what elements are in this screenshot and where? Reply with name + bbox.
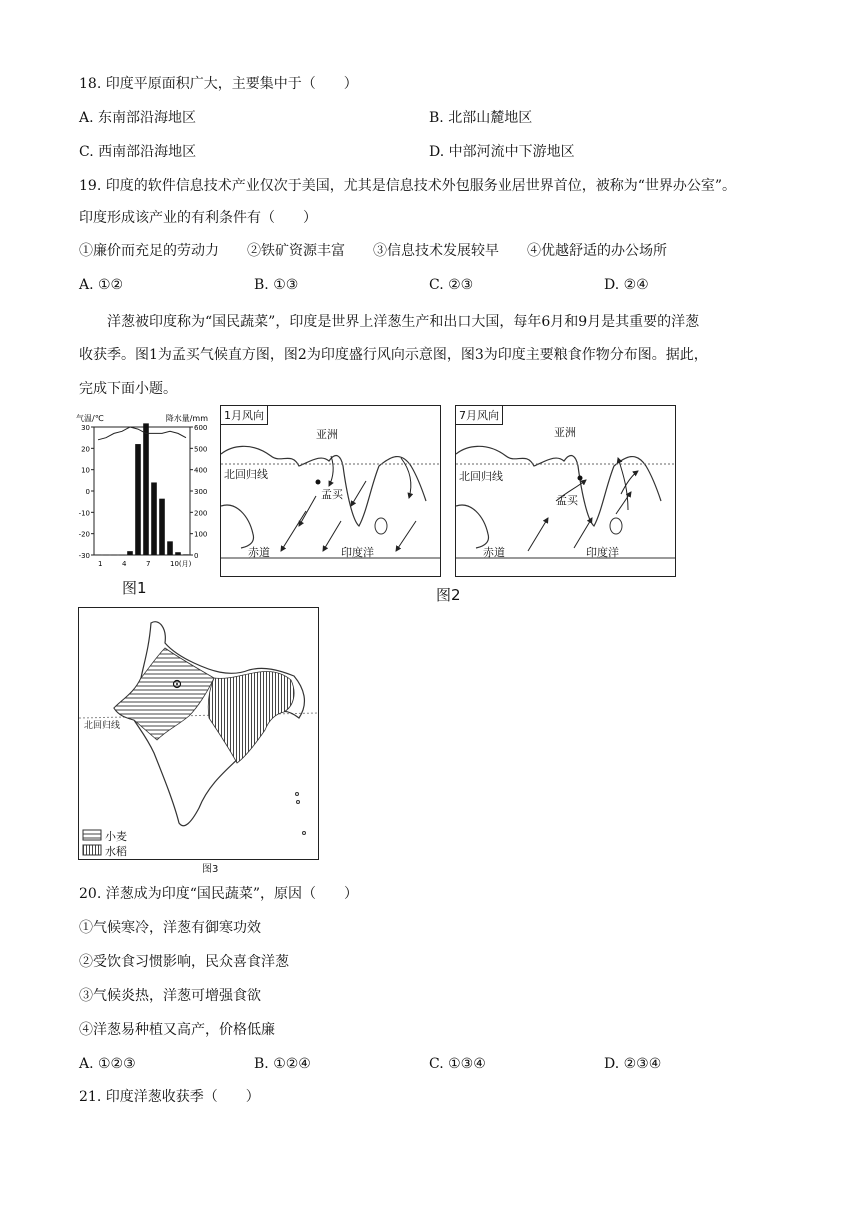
equator-label: 赤道 <box>248 546 270 559</box>
intro-line2: 收获季。图1为孟买气候直方图，图2为印度盛行风向示意图，图3为印度主要粮食作物分布图。据此， <box>79 347 708 363</box>
wind-arrow <box>528 518 548 551</box>
island <box>296 793 299 796</box>
tropic-label: 北回归线 <box>84 721 121 731</box>
legend-swatch-rice <box>83 845 101 855</box>
wind-arrow <box>396 521 416 551</box>
q19-conditions: ①廉价而充足的劳动力 ②铁矿资源丰富 ③信息技术发展较早 ④优越舒适的办公场所 <box>79 243 667 259</box>
figure-3-caption: 图3 <box>202 864 219 875</box>
indian-ocean-label: 印度洋 <box>341 546 374 559</box>
q18-stem: 18. 印度平原面积广大，主要集中于（ ） <box>79 76 358 92</box>
precip-bar <box>159 499 165 555</box>
month-tick-label: 7 <box>146 560 151 568</box>
precip-bar <box>95 555 101 556</box>
legend-wheat-label: 小麦 <box>105 830 127 843</box>
intro-line3: 完成下面小题。 <box>79 381 177 397</box>
mumbai-dot <box>316 480 321 485</box>
q20-option-c: C. ①③④ <box>429 1056 486 1072</box>
wind-arrow <box>299 496 316 526</box>
precip-tick-label: 500 <box>194 445 208 454</box>
q20-option-d: D. ②③④ <box>604 1056 662 1072</box>
mumbai-label: 孟买 <box>556 494 578 507</box>
july-map-title: 7月风向 <box>456 406 503 425</box>
island <box>297 801 300 804</box>
city-marker-dot <box>176 683 178 685</box>
wind-arrow <box>351 481 366 506</box>
q20-item-2: ②受饮食习惯影响，民众喜食洋葱 <box>79 954 289 970</box>
figure-2-caption: 图2 <box>436 586 461 604</box>
wind-arrow <box>616 492 631 514</box>
y-right-axis-label: 降水量/mm <box>165 414 208 423</box>
temp-tick-label: -10 <box>78 509 90 518</box>
q20-option-a: A. ①②③ <box>79 1056 136 1072</box>
mumbai-label: 孟买 <box>321 488 343 501</box>
q20-option-b: B. ①②④ <box>254 1056 311 1072</box>
month-tick-label: 1 <box>98 560 103 568</box>
legend-swatch-wheat <box>83 830 101 840</box>
q20-stem: 20. 洋葱成为印度“国民蔬菜”，原因（ ） <box>79 886 359 902</box>
precip-tick-label: 0 <box>194 552 199 560</box>
temp-tick-label: 10 <box>81 466 90 475</box>
q19-option-b: B. ①③ <box>254 277 299 293</box>
wind-arrow <box>621 471 638 494</box>
coastline-west <box>221 505 254 548</box>
q19-option-d: D. ②④ <box>604 277 649 293</box>
q19-option-c: C. ②③ <box>429 277 474 293</box>
january-map-title: 1月风向 <box>221 406 268 425</box>
precip-bar <box>183 554 189 555</box>
indian-ocean-label: 印度洋 <box>586 546 619 559</box>
q21-stem: 21. 印度洋葱收获季（ ） <box>79 1089 260 1105</box>
precip-tick-label: 100 <box>194 530 208 539</box>
precip-bar <box>119 555 125 556</box>
q19-stem-line1: 19. 印度的软件信息技术产业仅次于美国，尤其是信息技术外包服务业居世界首位，被称为“世界办公室”。 <box>79 178 737 194</box>
equator-label: 赤道 <box>483 546 505 559</box>
precip-bar <box>103 555 109 556</box>
y-left-axis-label: 气温/℃ <box>76 414 104 423</box>
precip-bar <box>143 423 149 555</box>
precip-tick-label: 600 <box>194 424 208 432</box>
temp-tick-label: 30 <box>81 424 90 432</box>
month-tick-label: 4 <box>122 560 127 568</box>
q18-option-d: D. 中部河流中下游地区 <box>429 144 575 160</box>
month-tick-label: 10(月) <box>170 560 192 568</box>
tropic-label: 北回归线 <box>459 470 503 483</box>
q19-stem-line2: 印度形成该产业的有利条件有（ ） <box>79 210 317 226</box>
intro-line1: 洋葱被印度称为“国民蔬菜”，印度是世界上洋葱生产和出口大国，每年6月和9月是其重要的洋葱 <box>107 314 700 330</box>
rice-region <box>208 671 294 763</box>
figure-2-january-map <box>220 405 441 577</box>
precip-tick-label: 300 <box>194 488 208 496</box>
figure-1-climate-chart <box>72 405 212 597</box>
precip-bar <box>111 555 117 556</box>
temp-tick-label: -20 <box>78 530 90 539</box>
mumbai-dot <box>578 476 583 481</box>
figure-1-caption: 图1 <box>122 579 147 597</box>
q19-option-a: A. ①② <box>79 277 124 293</box>
crop-map-svg <box>79 608 318 859</box>
temperature-curve <box>98 427 186 440</box>
axis-ticks <box>79 424 208 568</box>
q18-option-c: C. 西南部沿海地区 <box>79 144 197 160</box>
temp-tick-label: -30 <box>78 552 90 560</box>
precip-bar <box>135 444 141 555</box>
asia-label: 亚洲 <box>316 428 338 441</box>
island <box>303 832 306 835</box>
sri-lanka-island <box>375 518 387 534</box>
precip-bar <box>167 541 173 555</box>
tropic-label: 北回归线 <box>224 468 268 481</box>
q18-option-a: A. 东南部沿海地区 <box>79 110 197 126</box>
precip-bar <box>127 551 133 555</box>
temp-tick-label: 0 <box>85 488 90 496</box>
precipitation-bars <box>95 423 189 555</box>
wind-arrow <box>323 521 341 551</box>
q20-item-4: ④洋葱易种植又高产，价格低廉 <box>79 1022 275 1038</box>
wind-arrow <box>281 511 306 551</box>
q20-item-3: ③气候炎热，洋葱可增强食欲 <box>79 988 261 1004</box>
sri-lanka-island <box>610 518 622 534</box>
figure-3-crop-map <box>78 607 319 860</box>
figure-2-july-map <box>455 405 676 577</box>
q20-item-1: ①气候寒冷，洋葱有御寒功效 <box>79 920 261 936</box>
coastline-north <box>456 446 661 526</box>
q18-option-b: B. 北部山麓地区 <box>429 110 533 126</box>
climate-chart-svg <box>72 405 212 575</box>
asia-label: 亚洲 <box>554 426 576 439</box>
temp-tick-label: 20 <box>81 445 90 454</box>
precip-tick-label: 400 <box>194 466 208 475</box>
legend-rice-label: 水稻 <box>105 845 127 858</box>
wheat-region <box>114 648 214 740</box>
plot-frame <box>94 427 190 555</box>
precip-tick-label: 200 <box>194 509 208 518</box>
precip-bar <box>151 482 157 555</box>
coastline-west <box>456 505 489 548</box>
precip-bar <box>175 552 181 555</box>
